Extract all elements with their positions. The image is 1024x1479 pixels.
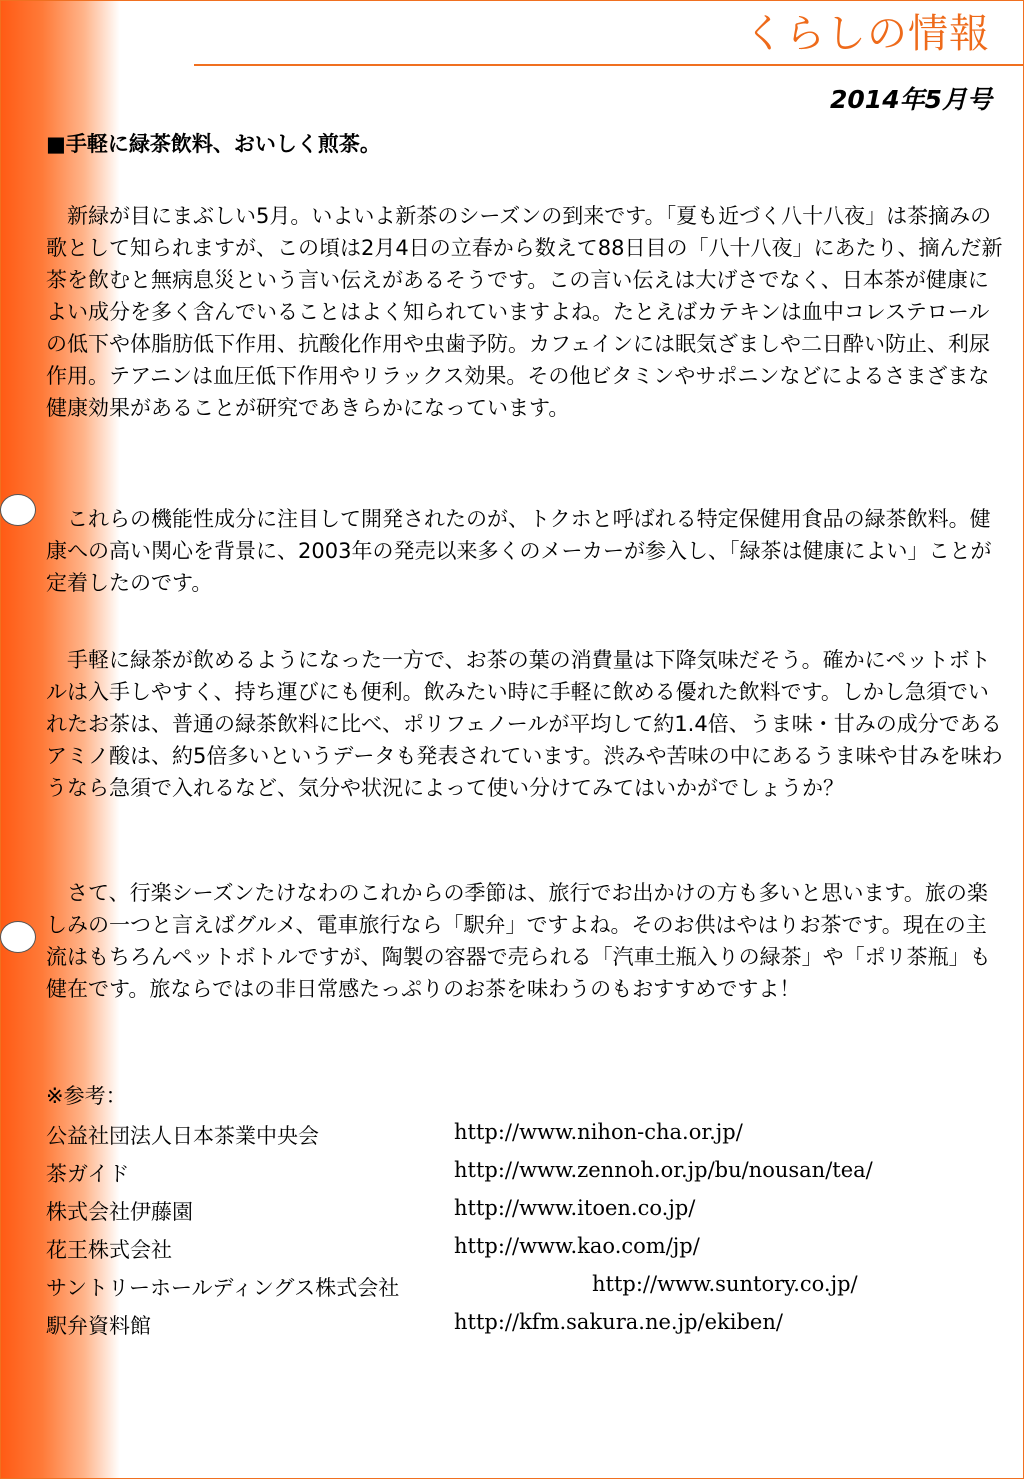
- article-heading: ■手軽に緑茶飲料、おいしく煎茶。: [46, 132, 381, 156]
- reference-url[interactable]: http://www.suntory.co.jp/: [592, 1272, 858, 1296]
- reference-org: サントリーホールディングス株式会社: [46, 1276, 400, 1300]
- reference-url[interactable]: http://www.kao.com/jp/: [454, 1234, 700, 1258]
- issue-date: 2014年5月号: [830, 85, 992, 114]
- reference-url[interactable]: http://www.zennoh.or.jp/bu/nousan/tea/: [454, 1158, 873, 1182]
- reference-org: 駅弁資料館: [46, 1314, 151, 1338]
- header-divider: [194, 64, 1024, 66]
- reference-url[interactable]: http://www.nihon-cha.or.jp/: [454, 1120, 743, 1144]
- binder-hole-icon: [0, 494, 36, 526]
- paragraph-2: これらの機能性成分に注目して開発されたのが、トクホと呼ばれる特定保健用食品の緑茶飲料。健康への高い関心を背景に、2003年の発売以来多くのメーカーが参入し、「緑茶は健康によい」ことが定着したのです。: [46, 507, 992, 595]
- reference-org: 茶ガイド: [46, 1162, 130, 1186]
- page-title: くらしの情報: [744, 11, 990, 57]
- references-label: ※参考：: [46, 1084, 127, 1108]
- paragraph-4: さて、行楽シーズンたけなわのこれからの季節は、旅行でお出かけの方も多いと思います。旅の楽しみの一つと言えばグルメ、電車旅行なら「駅弁」ですよね。そのお供はやはりお茶です。現在の主流はもちろんペットボトルですが、陶製の容器で売られる「汽車土瓶入りの緑茶」や「ポリ茶瓶」も健在です。旅ならではの非日常感たっぷりのお茶を味わうのもおすすめですよ！: [46, 881, 991, 1001]
- reference-org: 株式会社伊藤園: [46, 1200, 193, 1224]
- reference-row: [46, 1120, 996, 1158]
- binder-hole-icon: [0, 921, 36, 953]
- reference-row: [46, 1234, 996, 1272]
- reference-url[interactable]: http://www.itoen.co.jp/: [454, 1196, 696, 1220]
- reference-row: [46, 1158, 996, 1196]
- paragraph-3: 手軽に緑茶が飲めるようになった一方で、お茶の葉の消費量は下降気味だそう。確かにペットボトルは入手しやすく、持ち運びにも便利。飲みたい時に手軽に飲める優れた飲料です。しかし急須でいれたお茶は、普通の緑茶飲料に比べ、ポリフェノールが平均して約1.4倍、うま味・甘みの成分であるアミノ酸は、約5倍多いというデータも発表されています。渋みや苦味の中にあるうま味や甘みを味わうなら急須で入れるなど、気分や状況によって使い分けてみてはいかがでしょうか？: [46, 648, 1003, 800]
- reference-org: 花王株式会社: [46, 1238, 172, 1262]
- paragraph-1: 新緑が目にまぶしい5月。いよいよ新茶のシーズンの到来です。「夏も近づく八十八夜」は茶摘みの歌として知られますが、この頃は2月4日の立春から数えて88日目の「八十八夜」にあたり、摘んだ新茶を飲むと無病息災という言い伝えがあるそうです。この言い伝えは大げさでなく、日本茶が健康によい成分を多く含んでいることはよく知られていますよね。たとえばカテキンは血中コレステロールの低下や体脂肪低下作用、抗酸化作用や虫歯予防。カフェインには眠気ざましや二日酔い防止、利尿作用。テアニンは血圧低下作用やリラックス効果。その他ビタミンやサポニンなどによるさまざまな健康効果があることが研究であきらかになっています。: [46, 204, 1003, 420]
- reference-row: [46, 1310, 996, 1348]
- reference-url[interactable]: http://kfm.sakura.ne.jp/ekiben/: [454, 1310, 783, 1334]
- reference-org: 公益社団法人日本茶業中央会: [46, 1124, 319, 1148]
- reference-row: [46, 1196, 996, 1234]
- reference-row: [46, 1272, 996, 1310]
